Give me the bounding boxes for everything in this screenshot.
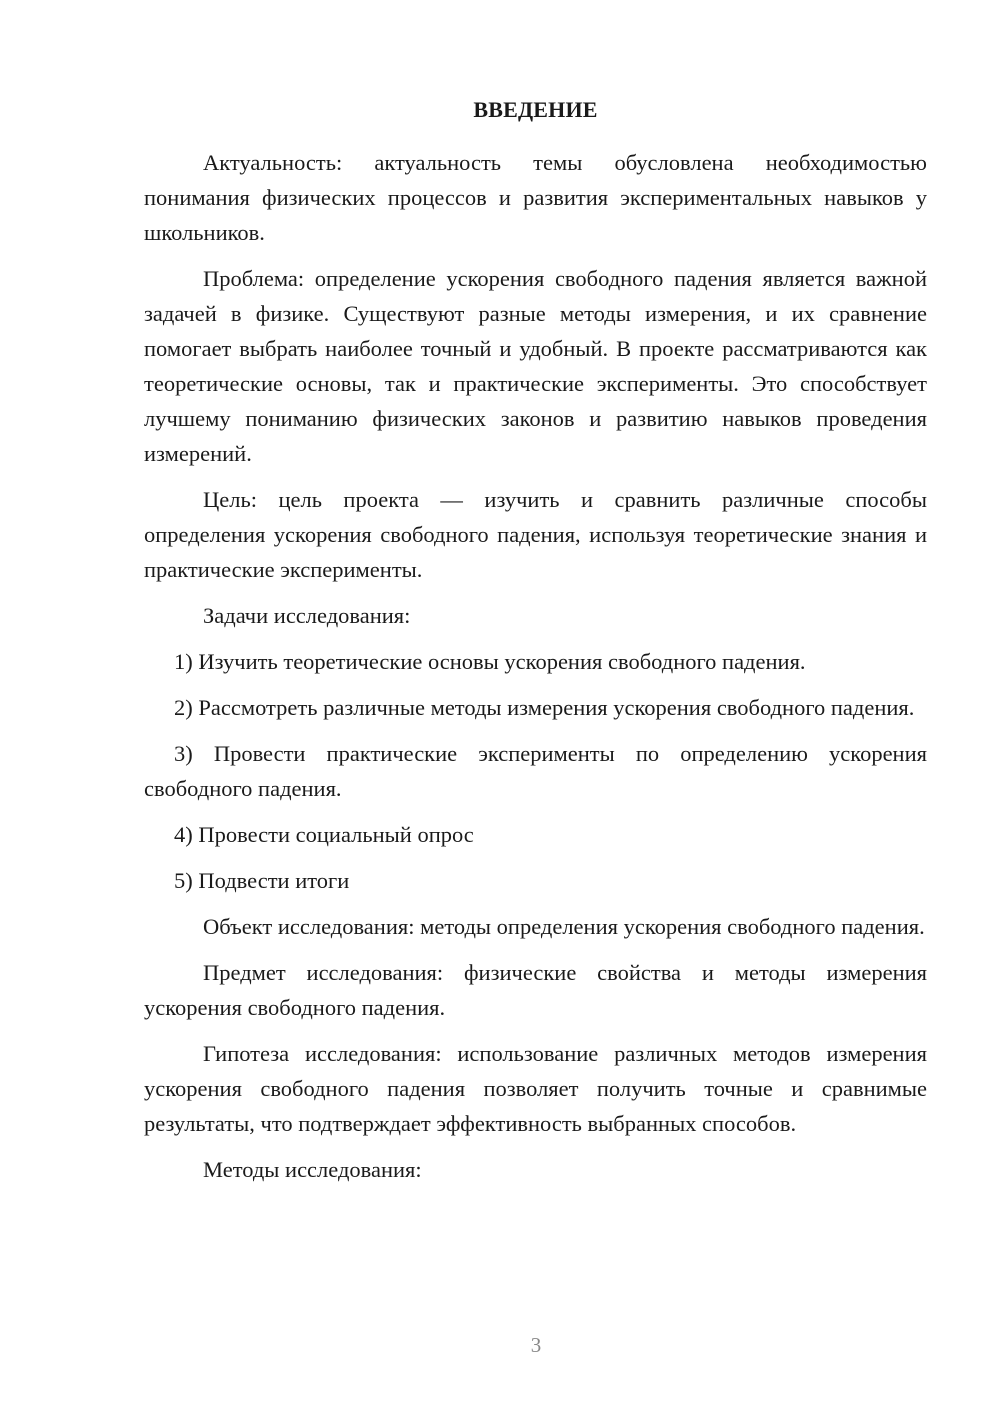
task-item-5: 5) Подвести итоги (174, 868, 350, 893)
task-item-3: 3) Провести практические эксперименты по определению ускорения свободного падения. (144, 741, 927, 801)
page-number: 3 (530, 1333, 542, 1357)
subject-paragraph: Предмет исследования: физические свойства и методы измерения ускорения свободного падения. (144, 960, 927, 1020)
task-item-4: 4) Провести социальный опрос (174, 822, 474, 847)
relevance-paragraph: Актуальность: актуальность темы обусловлена необходимостью понимания физических процессов и развития экспериментальных навыков у школьников. (144, 150, 927, 245)
methods-heading: Методы исследования: (203, 1157, 422, 1182)
document-page (144, 92, 927, 1198)
goal-paragraph: Цель: цель проекта — изучить и сравнить различные способы определения ускорения свободного падения, используя теоретические знания и практические эксперименты. (144, 487, 927, 582)
section-title: ВВЕДЕНИЕ (473, 97, 598, 122)
problem-paragraph: Проблема: определение ускорения свободного падения является важной задачей в физике. Существуют разные методы измерения, и их сравнение помогает выбрать наиболее точный и удобный. В проекте рассматриваются как теоретические основы, так и практические эксперименты. Это способствует лучшему пониманию физических законов и развитию навыков проведения измерений. (144, 266, 927, 466)
object-paragraph: Объект исследования: методы определения ускорения свободного падения. (203, 914, 925, 939)
hypothesis-paragraph: Гипотеза исследования: использование различных методов измерения ускорения свободного падения позволяет получить точные и сравнимые результаты, что подтверждает эффективность выбранных способов. (144, 1041, 927, 1136)
task-item-1: 1) Изучить теоретические основы ускорения свободного падения. (174, 649, 806, 674)
task-item-2: 2) Рассмотреть различные методы измерения ускорения свободного падения. (174, 695, 915, 720)
tasks-heading: Задачи исследования: (203, 603, 411, 628)
